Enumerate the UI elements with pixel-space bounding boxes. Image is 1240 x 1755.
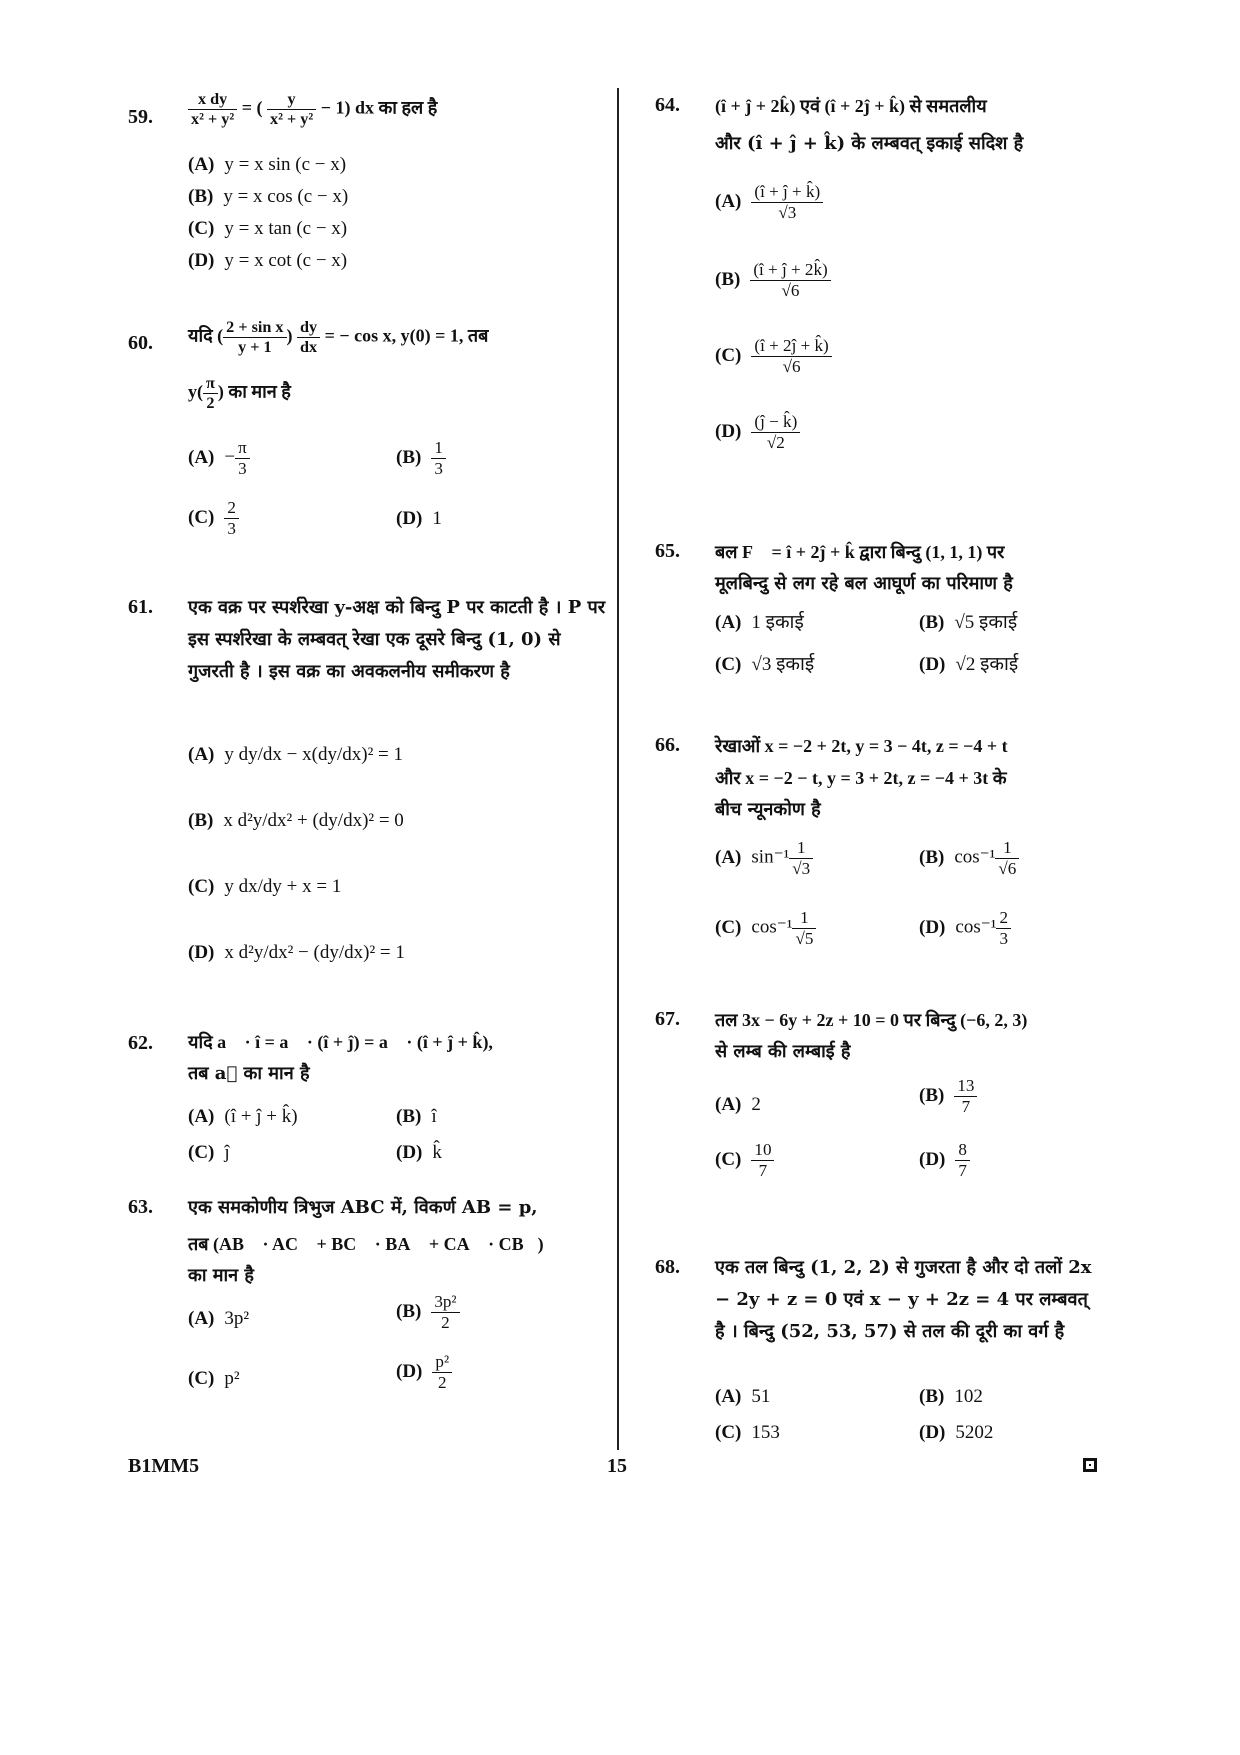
question-number: 64. [655, 94, 680, 116]
question-number: 65. [655, 540, 680, 562]
question-stem-line-2: तब a⃗ का मान है [188, 1063, 310, 1084]
question-61 [128, 592, 608, 972]
question-body [188, 1192, 608, 1392]
question-number: 59. [128, 106, 153, 128]
option-c[interactable]: (C) y dx/dy + x = 1 [188, 876, 342, 897]
question-number: 68. [655, 1256, 680, 1278]
question-stem-line-1: (î + ĵ + 2k̂) एवं (î + 2ĵ + k̂) से समतलीय [715, 96, 987, 116]
option-c[interactable]: (C) $\frac{(î + 2ĵ + k̂)}{√6}$ [715, 336, 832, 376]
option-c[interactable]: (C) p² [188, 1368, 240, 1389]
question-stem: $\frac{\text{x dy}}{\text{x² + y²}}$ = ( $\frac{y}{\text{x² + y²}}$ − 1) dx का हल है [188, 90, 608, 142]
option-a[interactable]: (A) sin⁻¹ $\frac{1}{√3}$ [715, 838, 813, 878]
option-b[interactable]: (B) $\frac{13}{7}$ [919, 1076, 977, 1116]
question-stem-line-2: और x = −2 − t, y = 3 + 2t, z = −4 + 3t के [715, 768, 1007, 788]
fraction: $\frac{\text{x dy}}{\text{x² + y²}}$ [188, 90, 237, 128]
question-66 [655, 730, 1095, 950]
option-c[interactable]: (C) √3 इकाई [715, 654, 815, 675]
option-a[interactable]: (A) 1 इकाई [715, 612, 804, 633]
question-stem: एक तल बिन्दु (1, 2, 2) से गुजरता है और दो तलों 2x − 2y + z = 0 एवं x − y + 2z = 4 पर लम्बवत् है । बिन्दु (52, 53, 57) से तल की दूरी का वर्ग है [715, 1257, 1092, 1342]
option-a[interactable]: (A) 2 [715, 1094, 761, 1115]
question-body [715, 1004, 1095, 1180]
question-stem: एक वक्र पर स्पर्शरेखा y-अक्ष को बिन्दु P पर काटती है । P पर इस स्पर्शरेखा के लम्बवत् रेखा एक दूसरे बिन्दु (1, 0) से गुजरती है । इस वक्र का अवकलनीय समीकरण है [188, 597, 606, 682]
option-d[interactable]: (D) k̂ [396, 1142, 442, 1163]
column-divider [617, 88, 619, 1450]
option-b[interactable]: (B) $\frac{1}{3}$ [396, 438, 446, 478]
question-65 [655, 536, 1095, 676]
option-d[interactable]: (D) $\frac{(ĵ - k̂)}{√2}$ [715, 412, 800, 452]
question-body [188, 90, 608, 271]
option-d[interactable]: (D) 1 [396, 508, 442, 529]
option-d[interactable]: (D) 5202 [919, 1422, 994, 1443]
question-59 [128, 90, 608, 280]
fraction: $\frac{y}{\text{x² + y²}}$ [267, 90, 316, 128]
question-stem-line-2: तब (AB⃗ · AC⃗ + BC⃗ · BA⃗ + CA⃗ · CB⃗) [188, 1234, 544, 1254]
option-c[interactable]: (C) $\frac{2}{3}$ [188, 498, 239, 538]
question-67 [655, 1004, 1095, 1184]
option-d[interactable]: (D) $\frac{8}{7}$ [919, 1140, 970, 1180]
question-stem-line-1: तल 3x − 6y + 2z + 10 = 0 पर बिन्दु (−6, 2, 3) [715, 1010, 1028, 1030]
question-number: 60. [128, 332, 153, 354]
question-63 [128, 1192, 608, 1452]
question-number: 67. [655, 1008, 680, 1030]
option-b[interactable]: (B) 102 [919, 1386, 983, 1407]
question-stem-line-1: यदि ( $\frac{\text{2 + sin x}}{y + 1}$ ) $\frac{dy}{dx}$ = − cos x, y(0) = 1, तब [188, 318, 489, 356]
question-number: 66. [655, 734, 680, 756]
question-stem-line-1: एक समकोणीय त्रिभुज ABC में, विकर्ण AB = p, [188, 1197, 538, 1218]
question-stem-line-3: का मान है [188, 1265, 254, 1286]
question-body [188, 318, 608, 538]
option-a[interactable]: (A) 51 [715, 1386, 771, 1407]
option-a[interactable]: (A) − $\frac{\pi}{3}$ [188, 438, 250, 478]
question-64 [655, 90, 1095, 480]
option-b[interactable]: (B) √5 इकाई [919, 612, 1018, 633]
option-b[interactable]: (B) î [396, 1106, 437, 1127]
question-62 [128, 1026, 608, 1176]
fraction: $\frac{dy}{dx}$ [297, 318, 320, 356]
option-d[interactable]: (D) cos⁻¹ $\frac{2}{3}$ [919, 908, 1011, 948]
option-a[interactable]: (A) 3p² [188, 1308, 250, 1329]
option-c[interactable]: (C) $\frac{10}{7}$ [715, 1140, 774, 1180]
question-stem-line-2: से लम्ब की लम्बाई है [715, 1041, 851, 1062]
option-d[interactable]: (D) y = x cot (c − x) [188, 250, 348, 271]
option-a[interactable]: (A) y dy/dx − x(dy/dx)² = 1 [188, 744, 403, 765]
question-body [715, 730, 1095, 948]
option-b[interactable]: (B) y = x cos (c − x) [188, 186, 349, 207]
question-body [715, 1252, 1095, 1443]
question-stem-line-2: और (î + ĵ + k̂) के लम्बवत् इकाई सदिश है [715, 133, 1024, 154]
option-d[interactable]: (D) $\frac{\text{p²}}{2}$ [396, 1352, 452, 1392]
question-stem-line-1: रेखाओं x = −2 + 2t, y = 3 − 4t, z = −4 + t [715, 736, 1008, 756]
option-a[interactable]: (A) y = x sin (c − x) [188, 154, 347, 175]
question-body [188, 592, 608, 963]
option-c[interactable]: (C) y = x tan (c − x) [188, 218, 348, 239]
option-c[interactable]: (C) cos⁻¹ $\frac{1}{√5}$ [715, 908, 816, 948]
question-stem-line-2: y( $\frac{\pi}{2}$ ) का मान है [188, 374, 291, 412]
option-b[interactable]: (B) cos⁻¹ $\frac{1}{√6}$ [919, 838, 1019, 878]
question-stem-line-2: मूलबिन्दु से लग रहे बल आघूर्ण का परिमाण है [715, 573, 1013, 594]
option-b[interactable]: (B) $\frac{(î + ĵ + 2k̂)}{√6}$ [715, 260, 831, 300]
question-68 [655, 1252, 1095, 1452]
question-number: 62. [128, 1032, 153, 1054]
question-stem-line-1: बल F⃗ = î + 2ĵ + k̂ द्वारा बिन्दु (1, 1, 1) पर [715, 542, 1005, 562]
question-60 [128, 318, 608, 538]
page-end-marker-icon [1083, 1458, 1097, 1472]
question-stem-line-3: बीच न्यूनकोण है [715, 799, 821, 820]
option-a[interactable]: (A) (î + ĵ + k̂) [188, 1106, 298, 1127]
option-b[interactable]: (B) $\frac{\text{3p²}}{2}$ [396, 1292, 460, 1332]
question-stem-line-1: यदि a⃗ · î = a⃗ · (î + ĵ) = a⃗ · (î + ĵ + k̂), [188, 1032, 493, 1052]
option-c[interactable]: (C) 153 [715, 1422, 780, 1443]
option-d[interactable]: (D) x d²y/dx² − (dy/dx)² = 1 [188, 942, 405, 963]
question-body [188, 1026, 608, 1163]
fraction: $\frac{\pi}{2}$ [203, 374, 218, 412]
option-c[interactable]: (C) ĵ [188, 1142, 230, 1163]
question-body [715, 536, 1095, 675]
fraction: $\frac{\text{2 + sin x}}{y + 1}$ [223, 318, 286, 356]
question-body [715, 90, 1095, 452]
option-d[interactable]: (D) √2 इकाई [919, 654, 1019, 675]
option-b[interactable]: (B) x d²y/dx² + (dy/dx)² = 0 [188, 810, 404, 831]
question-number: 61. [128, 596, 153, 618]
booklet-code: B1MM5 [128, 1455, 200, 1477]
page-number: 15 [607, 1455, 627, 1477]
option-a[interactable]: (A) $\frac{(î + ĵ + k̂)}{√3}$ [715, 182, 823, 222]
question-number: 63. [128, 1196, 153, 1218]
